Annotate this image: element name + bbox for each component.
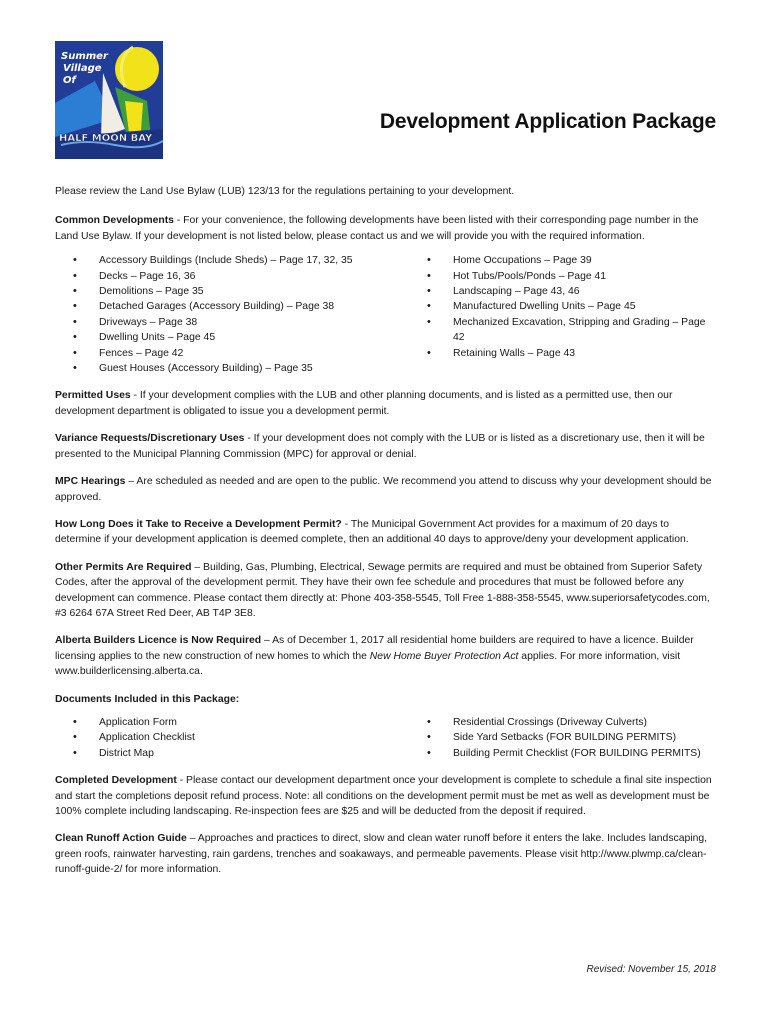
list-item: • Mechanized Excavation, Stripping and Grading – Page 42 — [409, 315, 709, 346]
page-title: Development Application Package — [379, 110, 716, 133]
logo-text-half-moon-bay: HALF MOON BAY — [59, 133, 153, 144]
list-item: • Application Checklist — [55, 730, 409, 745]
list-item: • Manufactured Dwelling Units – Page 45 — [409, 299, 709, 314]
section-lead: Other Permits Are Required — [55, 561, 192, 573]
list-item: • District Map — [55, 746, 409, 761]
section-text: - For your convenience, the following developments have been listed with their corresponding page number in the Land Use Bylaw. If your development is not listed below, please contact us and we will provide you with the required information. — [55, 215, 699, 242]
list-item: • Dwelling Units – Page 45 — [55, 330, 409, 345]
section-lead: Completed Development — [55, 775, 177, 787]
section-text: - Please contact our development department once your development is complete to schedule a final site inspection and start the completions deposit refund process. Note: all conditions on the development permit must be met as well as development must be 100% complete including landscaping. Re-inspection fees are $25 and will be deducted from the deposit if required. — [55, 775, 712, 817]
common-developments-paragraph — [55, 213, 717, 244]
section-text: – Are scheduled as needed and are open to the public. We recommend you attend to discuss why your development should be approved. — [55, 476, 712, 503]
section-lead: Clean Runoff Action Guide — [55, 833, 187, 845]
list-item: • Fences – Page 42 — [55, 346, 409, 361]
list-item: • Decks – Page 16, 36 — [55, 269, 409, 284]
section-text: applies. For more information, visit www.builderlicensing.alberta.ca. — [55, 650, 681, 678]
section-lead: Common Developments — [55, 215, 174, 227]
common-developments-list — [55, 253, 717, 376]
list-item: • Demolitions – Page 35 — [55, 284, 409, 299]
developments-list-right — [409, 253, 709, 376]
list-item: • Side Yard Setbacks (FOR BUILDING PERMITS) — [409, 730, 709, 745]
section-lead: Permitted Uses — [55, 390, 131, 402]
completed-development-paragraph — [55, 773, 717, 819]
documents-list — [55, 715, 717, 761]
section-text: – As of December 1, 2017 all residential home builders are required to have a licence. Builder licensing applies to the new construction of new homes to which the — [55, 635, 694, 662]
mpc-hearings-paragraph — [55, 474, 717, 505]
list-item: • Detached Garages (Accessory Building) – Page 38 — [55, 299, 409, 314]
documents-list-right — [409, 715, 709, 761]
developments-list-left — [55, 253, 409, 376]
permit-timeline-paragraph — [55, 517, 717, 548]
variance-requests-paragraph — [55, 431, 717, 462]
document-body — [55, 184, 717, 890]
section-text: - The Municipal Government Act provides for a maximum of 20 days to determine if your development application is deemed complete, then an additional 40 days to approve/deny your development application. — [55, 518, 689, 546]
section-lead: Variance Requests/Discretionary Uses — [55, 433, 245, 445]
half-moon-bay-logo-graphic — [55, 41, 163, 159]
list-item: • Home Occupations – Page 39 — [409, 253, 709, 268]
intro-paragraph: Please review the Land Use Bylaw (LUB) 123/13 for the regulations pertaining to your development. — [55, 186, 515, 197]
permitted-uses-paragraph — [55, 388, 717, 419]
section-text: - If your development does not comply with the LUB or is listed as a discretionary use, then it will be presented to the Municipal Planning Commission (MPC) for approval or denial. — [55, 433, 705, 460]
logo-text-of: Of — [63, 75, 76, 86]
list-item: • Application Form — [55, 715, 409, 730]
clean-runoff-paragraph — [55, 831, 717, 877]
section-lead: MPC Hearings — [55, 476, 126, 488]
section-text: - If your development complies with the LUB and other planning documents, and is listed as a permitted use, then our development department is obligated to issue you a development permit. — [55, 390, 673, 417]
act-name: New Home Buyer Protection Act — [369, 650, 519, 662]
list-item: • Landscaping – Page 43, 46 — [409, 284, 709, 299]
section-text: – Building, Gas, Plumbing, Electrical, Sewage permits are required and must be obtained from Superior Safety Codes, after the approval of the development permit. They have their own fee schedule and procedures that must be followed before any development can commence. Please contact them directly at: Phone 403-358-5545, Toll Free 1-888-358-5545, www.superiorsafetycodes.com, #3 6264 67A Street Red Deer, AB T4P 3E8. — [55, 561, 710, 619]
list-item: • Guest Houses (Accessory Building) – Page 35 — [55, 361, 409, 376]
builders-licence-paragraph — [55, 633, 717, 679]
list-item: • Accessory Buildings (Include Sheds) – Page 17, 32, 35 — [55, 253, 409, 268]
logo-text-village: Village — [63, 63, 102, 74]
list-item: • Hot Tubs/Pools/Ponds – Page 41 — [409, 269, 709, 284]
section-text: – Approaches and practices to direct, slow and clean water runoff before it enters the lake. Includes landscaping, green roofs, rainwater harvesting, rain gardens, trenches and soakaways, and permeable pavements. Please visit http://www.plwmp.ca/clean-runoff-guide-2/ for more information. — [55, 833, 708, 876]
list-item: • Driveways – Page 38 — [55, 315, 409, 330]
logo-text-summer: Summer — [61, 51, 108, 62]
other-permits-paragraph — [55, 560, 717, 622]
section-lead: Alberta Builders Licence is Now Required — [55, 635, 262, 647]
list-item: • Retaining Walls – Page 43 — [409, 346, 709, 361]
documents-list-left — [55, 715, 409, 761]
list-item: • Residential Crossings (Driveway Culverts) — [409, 715, 709, 730]
list-item: • Building Permit Checklist (FOR BUILDING PERMITS) — [409, 746, 709, 761]
village-logo — [55, 41, 163, 159]
documents-heading: Documents Included in this Package: — [55, 693, 240, 705]
revised-date: Revised: November 15, 2018 — [586, 964, 716, 975]
section-lead: How Long Does it Take to Receive a Development Permit? — [55, 518, 342, 530]
